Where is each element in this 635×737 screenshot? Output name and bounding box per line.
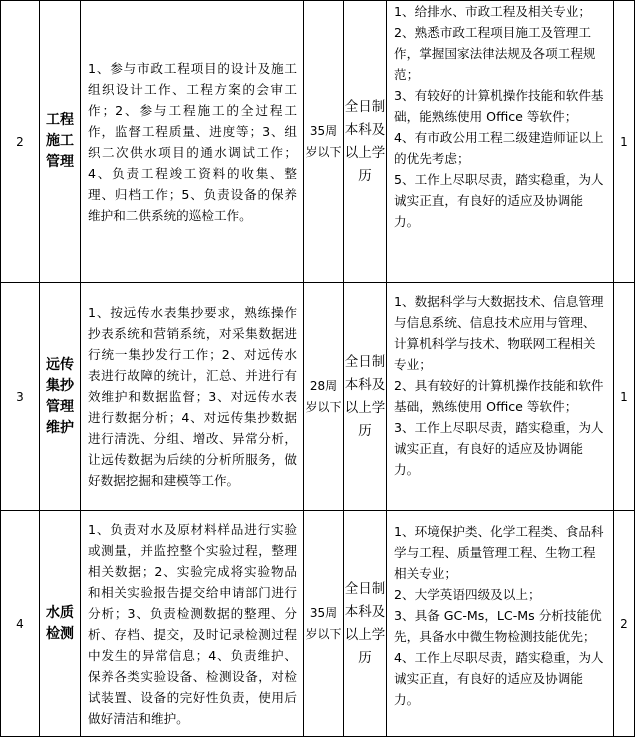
qualification-item: 2、大学英语四级及以上；	[394, 587, 541, 602]
table-row	[1, 1, 635, 283]
row-number: 3	[1, 283, 40, 511]
qualification-item: 5、工作上尽职尽责，踏实稳重，为人诚实正直，有良好的适应及协调能力。	[394, 172, 604, 229]
job-duties: 1、按远传水表集抄要求，熟练操作抄表系统和营销系统，对采集数据进行统一集抄发行工作；2、对远传水表进行故障的统计，汇总、并进行有效维护和数据监督；3、对远传水表进行数据分析；4、对远传集抄数据进行清洗、分组、增改、异常分析，让远传数据为后续的分析所服务，做好数据挖掘和建模等工作。	[81, 283, 304, 511]
age-requirement: 35周岁以下	[304, 1, 344, 283]
headcount: 2	[614, 511, 635, 737]
job-qualifications	[387, 283, 614, 511]
job-title: 工程施工管理	[40, 1, 81, 283]
qualification-item: 3、工作上尽职尽责，踏实稳重，为人诚实正直，有良好的适应及协调能力。	[394, 420, 604, 477]
row-number: 4	[1, 511, 40, 737]
table-row	[1, 511, 635, 737]
row-number: 2	[1, 1, 40, 283]
headcount: 1	[614, 1, 635, 283]
table-row	[1, 283, 635, 511]
job-duties: 1、负责对水及原材料样品进行实验或测量，并监控整个实验过程，整理相关数据；2、实验完成将实验物品和相关实验报告提交给申请部门进行分析；3、负责检测数据的整理、分析、存档、提交，及时记录检测过程中发生的异常信息；4、负责维护、保养各类实验设备、检测设备，对检试装置、设备的完好性负责，使用后做好清洁和维护。	[81, 511, 304, 737]
qualification-item: 1、给排水、市政工程及相关专业；	[394, 4, 591, 19]
qualification-item: 1、数据科学与大数据技术、信息管理与信息系统、信息技术应用与管理、计算机科学与技术、物联网工程相关专业；	[394, 294, 604, 372]
education-requirement: 全日制本科及以上学历	[344, 511, 387, 737]
qualification-item: 3、具备 GC-Ms，LC-Ms 分析技能优先，具备水中微生物检测技能优先；	[394, 608, 602, 644]
age-requirement: 35周岁以下	[304, 511, 344, 737]
qualification-item: 4、工作上尽职尽责，踏实稳重，为人诚实正直，有良好的适应及协调能力。	[394, 650, 604, 707]
job-qualifications	[387, 511, 614, 737]
education-requirement: 全日制本科及以上学历	[344, 283, 387, 511]
qualification-item: 2、熟悉市政工程项目施工及管理工作，掌握国家法律法规及各项工程规范；	[394, 25, 596, 82]
qualification-item: 3、有较好的计算机操作技能和软件基础，能熟练使用 Office 等软件；	[394, 88, 604, 124]
job-duties: 1、参与市政工程项目的设计及施工组织设计工作、工程方案的会审工作；2、参与工程施工的全过程工作，监督工程质量、进度等；3、组织二次供水项目的通水调试工作；4、负责工程竣工资料的收集、整理、归档工作；5、负责设备的保养维护和二供系统的巡检工作。	[81, 1, 304, 283]
job-qualifications	[387, 1, 614, 283]
qualification-item: 4、有市政公用工程二级建造师证以上的优先考虑；	[394, 130, 604, 166]
age-requirement: 28周岁以下	[304, 283, 344, 511]
job-title: 水质检测	[40, 511, 81, 737]
education-requirement: 全日制本科及以上学历	[344, 1, 387, 283]
qualification-item: 1、环境保护类、化学工程类、食品科学与工程、质量管理工程、生物工程相关专业；	[394, 524, 604, 581]
qualification-item: 2、具有较好的计算机操作技能和软件基础，熟练使用 Office 等软件；	[394, 378, 604, 414]
job-title: 远传集抄管理维护	[40, 283, 81, 511]
headcount: 1	[614, 283, 635, 511]
